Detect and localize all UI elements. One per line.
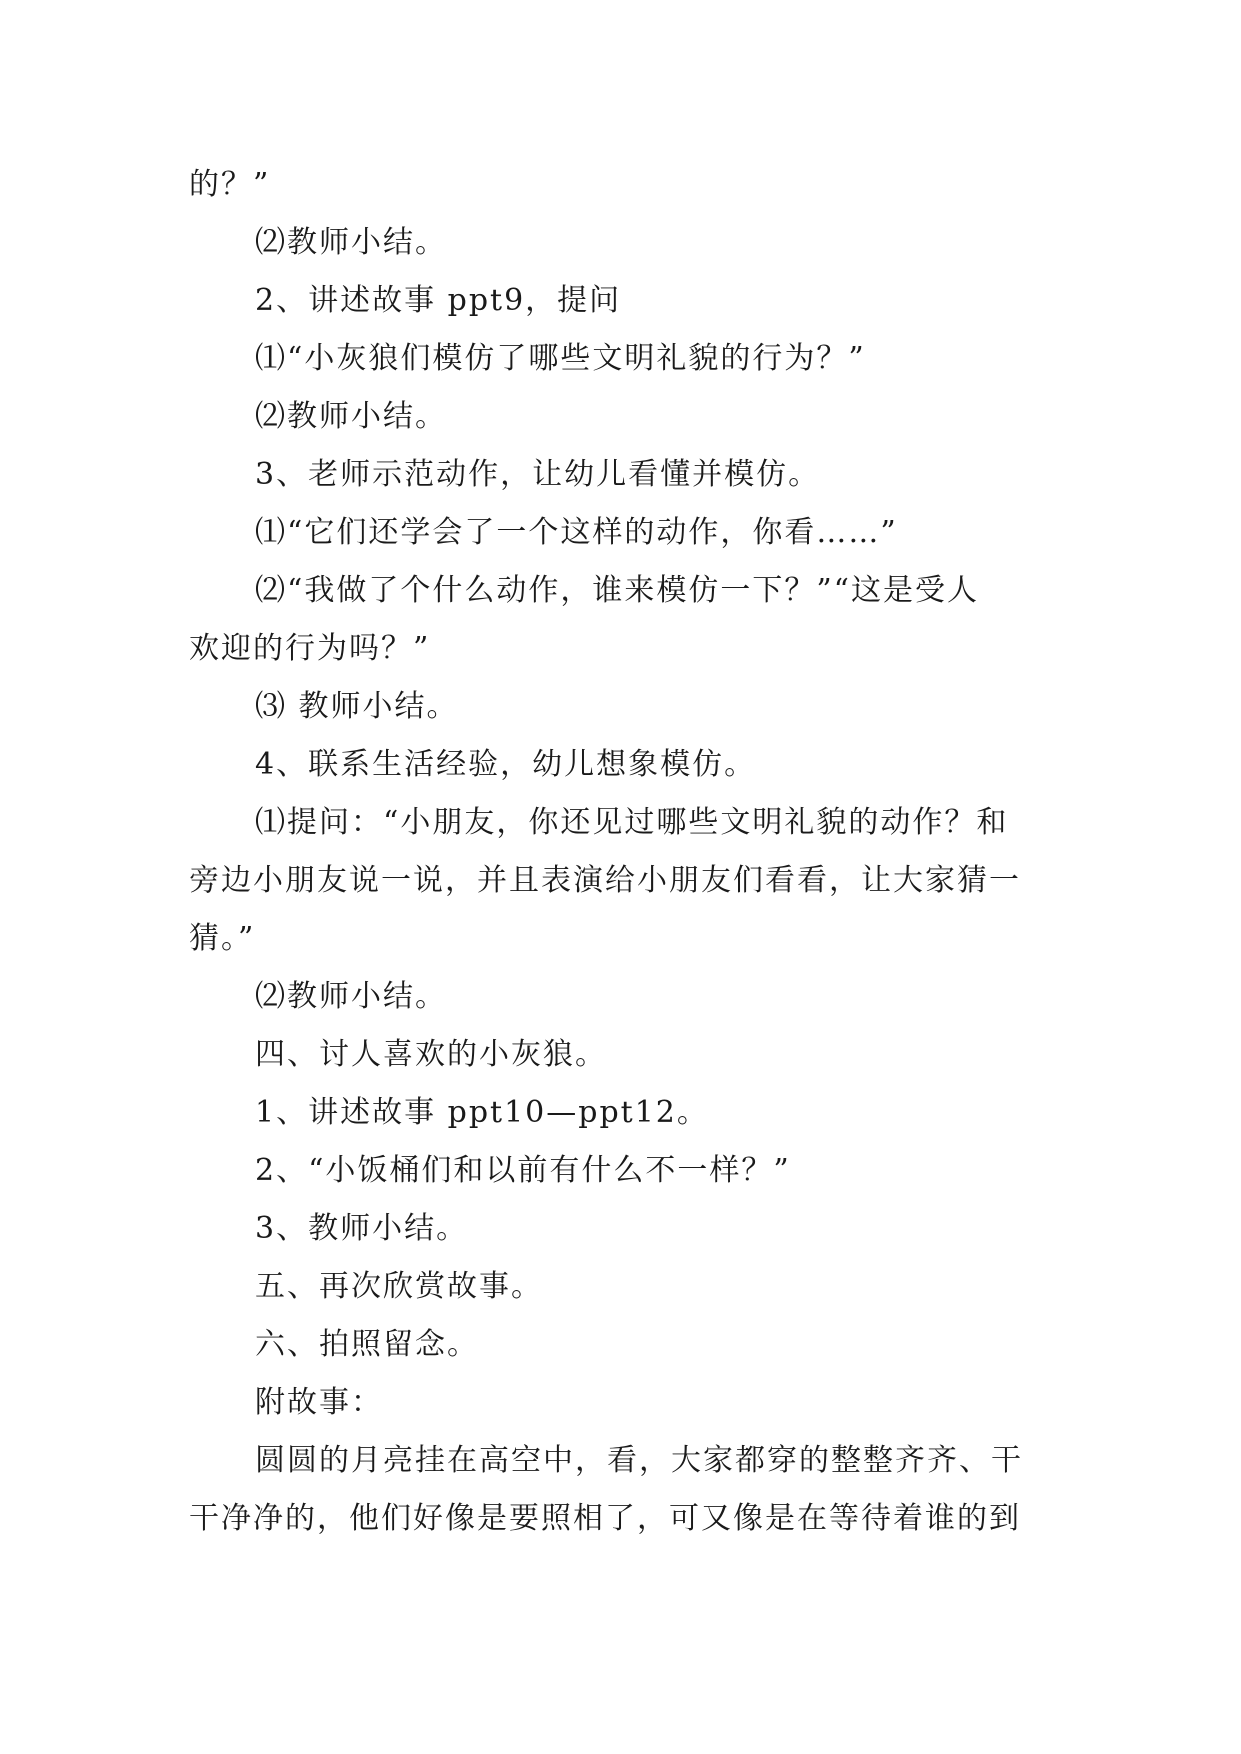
text-line: ⑵教师小结。 xyxy=(255,225,447,260)
text-line: 五、再次欣赏故事。 xyxy=(255,1269,543,1304)
text-line: 旁边小朋友说一说，并且表演给小朋友们看看，让大家猜一 xyxy=(189,863,1021,898)
text-line: 欢迎的行为吗？” xyxy=(189,631,431,666)
text-line: ⑴“小灰狼们模仿了哪些文明礼貌的行为？” xyxy=(255,341,866,376)
text-line: 附故事： xyxy=(255,1385,383,1420)
text-line: 4、联系生活经验，幼儿想象模仿。 xyxy=(255,747,757,782)
text-line: 圆圆的月亮挂在高空中，看，大家都穿的整整齐齐、干 xyxy=(255,1443,1023,1478)
text-line: ⑵教师小结。 xyxy=(255,399,447,434)
text-line: ⑵“我做了个什么动作，谁来模仿一下？”“这是受人 xyxy=(255,573,980,608)
text-line: 3、老师示范动作，让幼儿看懂并模仿。 xyxy=(255,457,821,492)
text-line: ⑴“它们还学会了一个这样的动作，你看……” xyxy=(255,515,898,550)
text-line: 2、“小饭桶们和以前有什么不一样？” xyxy=(255,1153,791,1188)
text-line: 1、讲述故事 ppt10—ppt12。 xyxy=(255,1095,709,1130)
text-line: 猜。” xyxy=(189,921,256,956)
text-line: 四、讨人喜欢的小灰狼。 xyxy=(255,1037,607,1072)
text-line: 干净净的，他们好像是要照相了，可又像是在等待着谁的到 xyxy=(189,1501,1021,1536)
text-line: 3、教师小结。 xyxy=(255,1211,469,1246)
text-line: ⑵教师小结。 xyxy=(255,979,447,1014)
text-line: ⑶ 教师小结。 xyxy=(255,689,459,724)
text-line: ⑴提问：“小朋友，你还见过哪些文明礼貌的动作？和 xyxy=(255,805,1009,840)
text-line: 2、讲述故事 ppt9，提问 xyxy=(255,283,622,318)
text-line: 六、拍照留念。 xyxy=(255,1327,479,1362)
text-line: 的？” xyxy=(189,167,271,202)
